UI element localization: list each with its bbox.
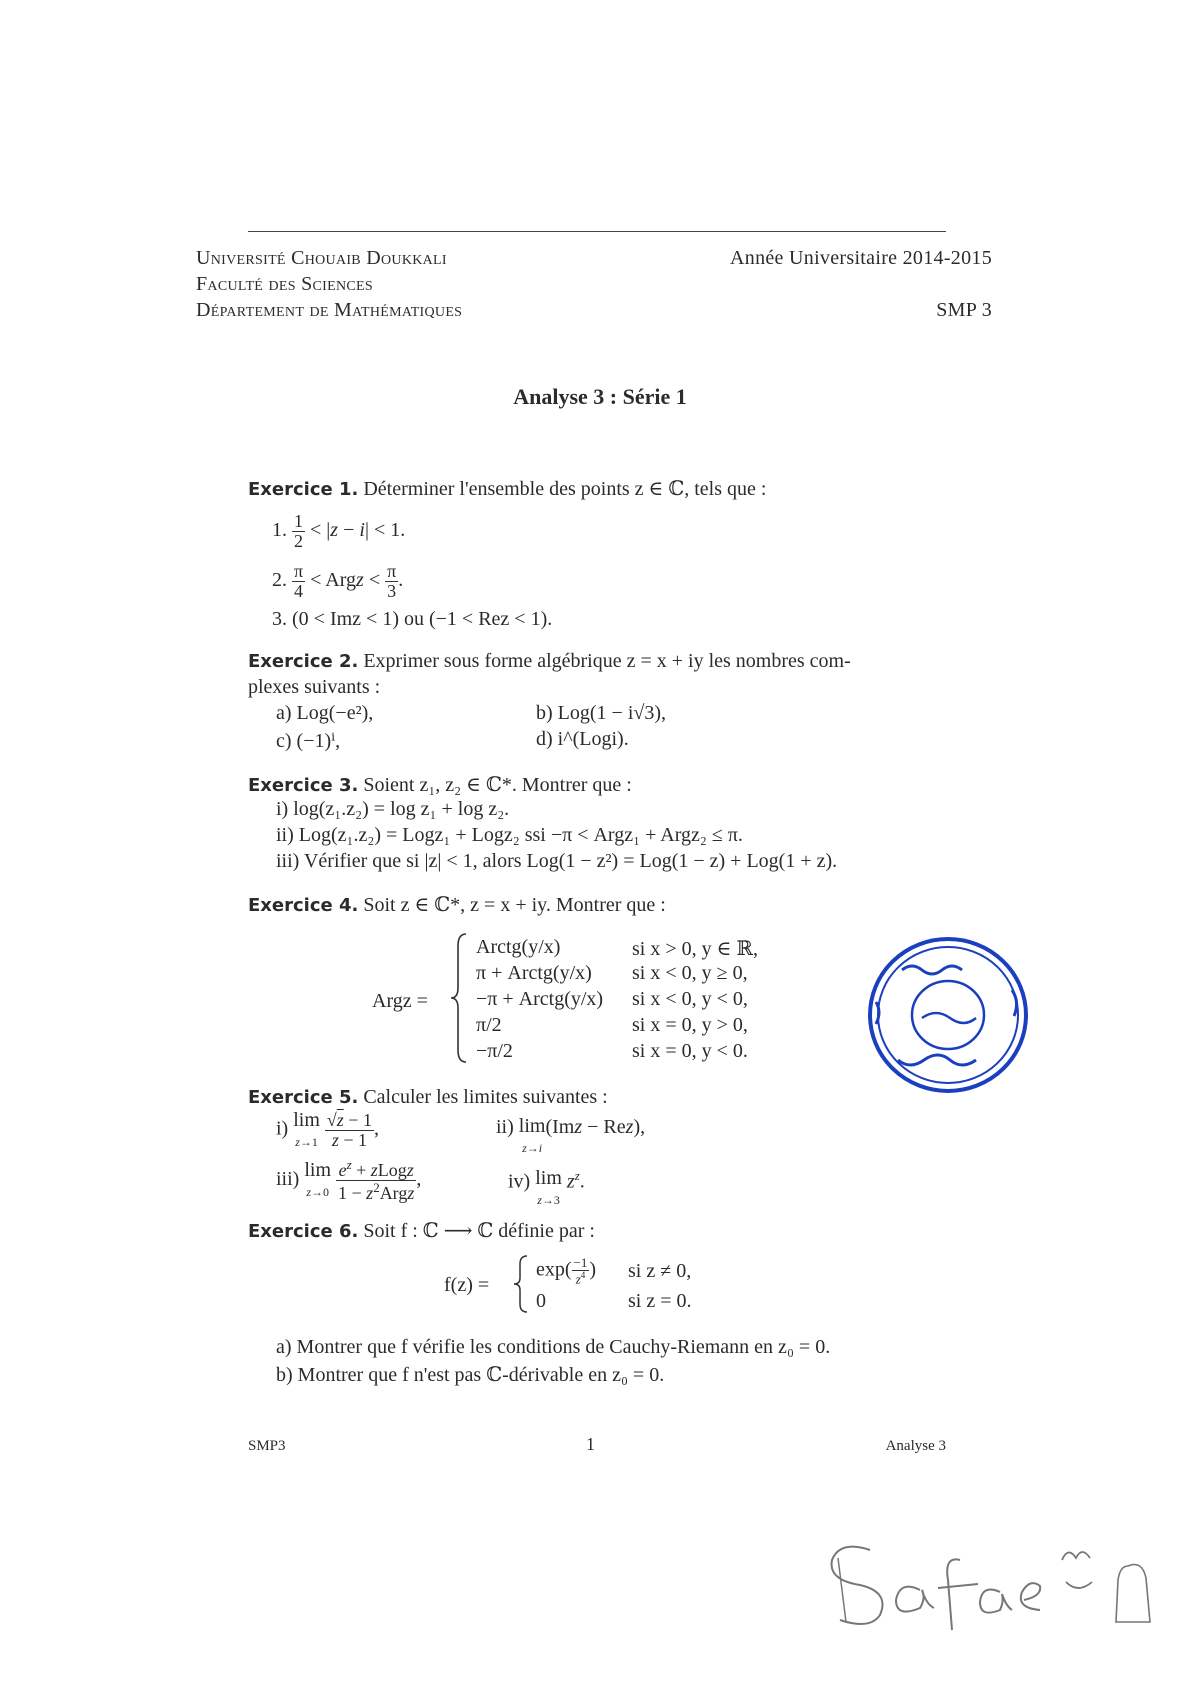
exercise-4-case-4-cond: si x = 0, y > 0, bbox=[632, 1014, 748, 1036]
header-rule bbox=[248, 231, 946, 232]
handwritten-signature bbox=[810, 1530, 1170, 1640]
exercise-4-case-2-cond: si x < 0, y ≥ 0, bbox=[632, 962, 748, 984]
department-name: Département de Mathématiques bbox=[196, 299, 463, 321]
exercise-4-statement: Soit z ∈ ℂ*, z = x + iy. Montrer que : bbox=[363, 894, 666, 916]
exercise-4-case-1-expr: Arctg(y/x) bbox=[476, 936, 561, 958]
page-title: Analyse 3 : Série 1 bbox=[513, 384, 687, 409]
exercise-2-a: a) Log(−e²), bbox=[276, 702, 374, 724]
exercise-3-iii: iii) Vérifier que si |z| < 1, alors Log(1 − z²) = Log(1 − z) + Log(1 + z). bbox=[276, 850, 838, 872]
exercise-4-case-3-expr: −π + Arctg(y/x) bbox=[476, 988, 604, 1010]
exercise-6-brace bbox=[512, 1254, 530, 1314]
exercise-2-d: d) i^(Logi). bbox=[536, 728, 629, 750]
exercise-2-c: c) (−1)ⁱ, bbox=[276, 730, 341, 752]
exercise-1-item-2: 2. $\frac{\pi}{4}$ < Argz < $\frac{\pi}{3}$ . bbox=[272, 561, 404, 601]
exercise-4-case-5-expr: −π/2 bbox=[476, 1040, 513, 1062]
exercise-5-label: Exercice 5. bbox=[248, 1087, 359, 1108]
exercise-4-case-2-expr: π + Arctg(y/x) bbox=[476, 962, 592, 984]
exercise-5-ii: ii) lim z→i(Imz − Rez), bbox=[496, 1115, 646, 1155]
exercise-1-item-1: 1. $\frac{1}{2}$ < |z − i| < 1. bbox=[272, 511, 406, 551]
exercise-6-b: b) Montrer que f n'est pas ℂ-dérivable en z₀ = 0. bbox=[276, 1364, 665, 1386]
exercise-4-case-4-expr: π/2 bbox=[476, 1014, 502, 1036]
exercise-6 bbox=[248, 1218, 595, 1243]
exercise-2-statement-1: Exprimer sous forme algébrique z = x + iy les nombres com- bbox=[363, 650, 851, 672]
exercise-6-label: Exercice 6. bbox=[248, 1221, 359, 1242]
exercise-4-label: Exercice 4. bbox=[248, 895, 359, 916]
exercise-6-case-1-cond: si z ≠ 0, bbox=[628, 1260, 692, 1282]
exercise-3-ii: ii) Log(z₁.z₂) = Logz₁ + Logz₂ ssi −π < Argz₁ + Argz₂ ≤ π. bbox=[276, 824, 743, 846]
exercise-1-label: Exercice 1. bbox=[248, 479, 359, 500]
exercise-5-iii: iii) lim z→0 $\frac{e^z + zLogz}{1 - z^2Argz}$ , bbox=[276, 1157, 422, 1203]
exercise-3-i: i) log(z₁.z₂) = log z₁ + log z₂. bbox=[276, 798, 510, 820]
exercise-3-label: Exercice 3. bbox=[248, 775, 359, 796]
exercise-6-case-2-cond: si z = 0. bbox=[628, 1290, 692, 1312]
exercise-3 bbox=[248, 772, 632, 797]
exercise-5-i: i) lim z→1 $\frac{√z - 1}{z - 1}$ , bbox=[276, 1109, 379, 1150]
exercise-6-a: a) Montrer que f vérifie les conditions de Cauchy-Riemann en z₀ = 0. bbox=[276, 1336, 831, 1358]
exercise-6-case-1-expr: exp( $\frac{-1}{z^4}$ ) bbox=[536, 1255, 597, 1286]
exercise-3-statement: Soient z₁, z₂ ∈ ℂ*. Montrer que : bbox=[363, 774, 632, 796]
exercise-4-case-3-cond: si x < 0, y < 0, bbox=[632, 988, 748, 1010]
exercise-6-statement: Soit f : ℂ ⟶ ℂ définie par : bbox=[363, 1220, 595, 1242]
library-stamp bbox=[862, 930, 1034, 1100]
exercise-2-b: b) Log(1 − i√3), bbox=[536, 702, 667, 724]
exercise-4-case-5-cond: si x = 0, y < 0. bbox=[632, 1040, 748, 1062]
footer-left: SMP3 bbox=[248, 1438, 286, 1454]
exercise-1 bbox=[248, 476, 766, 501]
exercise-2-label: Exercice 2. bbox=[248, 651, 359, 672]
exercise-4-lhs: Argz = bbox=[372, 990, 428, 1012]
exercise-6-case-2-expr: 0 bbox=[536, 1290, 546, 1312]
exercise-2-statement-2: plexes suivants : bbox=[248, 676, 381, 698]
exercise-6-lhs: f(z) = bbox=[444, 1274, 490, 1296]
exercise-5 bbox=[248, 1086, 608, 1109]
level-label: SMP 3 bbox=[936, 299, 992, 321]
faculty-name: Faculté des Sciences bbox=[196, 273, 373, 295]
university-name: Université Chouaib Doukkali bbox=[196, 247, 447, 269]
exercise-4 bbox=[248, 892, 666, 917]
academic-year: Année Universitaire 2014-2015 bbox=[730, 247, 992, 269]
exercise-1-item-3: 3. (0 < Imz < 1) ou (−1 < Rez < 1). bbox=[272, 608, 553, 630]
footer-right: Analyse 3 bbox=[885, 1438, 946, 1454]
exercise-4-brace bbox=[448, 932, 470, 1064]
exercise-4-case-1-cond: si x > 0, y ∈ ℝ, bbox=[632, 938, 759, 960]
exercise-1-statement: Déterminer l'ensemble des points z ∈ ℂ, tels que : bbox=[363, 478, 767, 500]
exercise-5-statement: Calculer les limites suivantes : bbox=[363, 1086, 608, 1108]
page-number: 1 bbox=[586, 1434, 595, 1454]
exercise-2 bbox=[248, 650, 851, 673]
exercise-5-iv: iv) lim z→3 $z^z$. bbox=[508, 1167, 585, 1207]
